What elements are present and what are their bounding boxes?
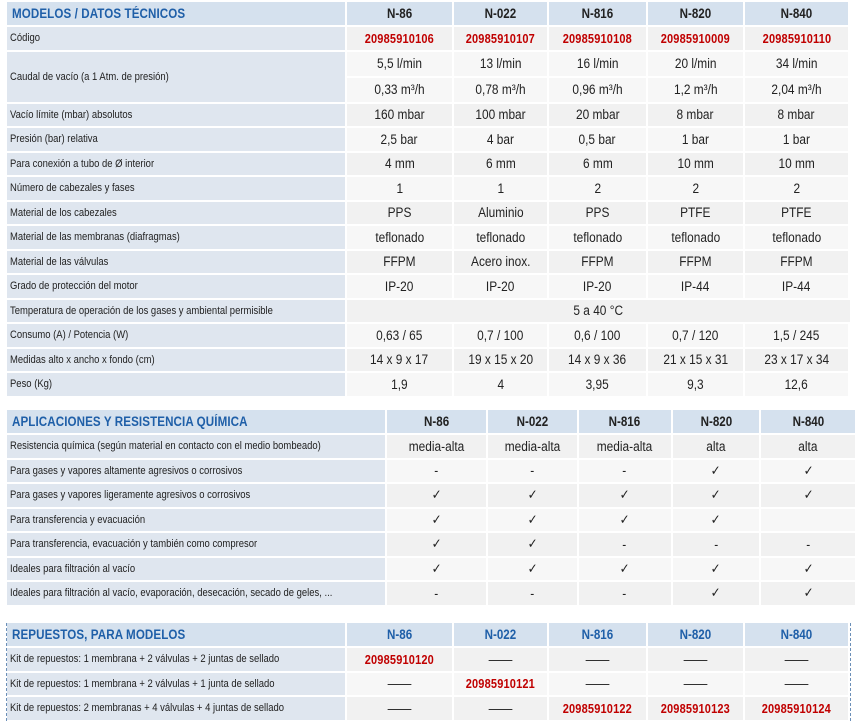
table-row: [7, 648, 850, 673]
row-label-para-transferencia-evacuacion-y-tambien-: Para transferencia, evacuación y también como compresor: [7, 533, 387, 558]
cell-n-86: PPS: [347, 202, 454, 227]
applications-table: [7, 410, 857, 607]
cell-n-840: FFPM: [745, 251, 850, 276]
model-header-n816: N-816: [579, 410, 673, 435]
cell-n-022: teflonado: [454, 226, 549, 251]
cell-n-820: ✓: [673, 558, 762, 583]
cell-n-820: ——: [648, 648, 745, 673]
cell-n-86: 0,63 / 65: [347, 324, 454, 349]
cell-n-816: media-alta: [579, 435, 673, 460]
row-label-material-de-las-valvulas: Material de las válvulas: [7, 251, 347, 276]
model-header-n022: N-022: [488, 410, 579, 435]
cell-n-840: 8 mbar: [745, 104, 850, 129]
cell-n-86: ✓: [387, 558, 488, 583]
model-header-n840: N-840: [745, 2, 850, 27]
cell-n-820: 1 bar: [648, 128, 745, 153]
cell-n-840: 12,6: [745, 373, 850, 398]
cell-n-022: 1: [454, 177, 549, 202]
cell-n-86: 160 mbar: [347, 104, 454, 129]
table-row: [7, 484, 857, 509]
row-label-para-gases-y-vapores-ligeramente-agresiv: Para gases y vapores ligeramente agresivos o corrosivos: [7, 484, 387, 509]
row-label-material-de-los-cabezales: Material de los cabezales: [7, 202, 347, 227]
cell-n-820: 8 mbar: [648, 104, 745, 129]
row-label-medidas-alto-x-ancho-x-fondo-cm: Medidas alto x ancho x fondo (cm): [7, 349, 347, 374]
applications-header: [7, 410, 857, 435]
cell-n-840: 2: [745, 177, 850, 202]
row-label-para-gases-y-vapores-altamente-agresivos: Para gases y vapores altamente agresivos o corrosivos: [7, 460, 387, 485]
cell-n-022: [454, 300, 549, 325]
table-row: [7, 349, 850, 374]
cell-n-022: 4: [454, 373, 549, 398]
table-row: [7, 582, 857, 607]
cell-n-816: PPS: [549, 202, 648, 227]
cell-n-86: IP-20: [347, 275, 454, 300]
cell-n-022: 20985910107: [454, 27, 549, 52]
cell-n-840: 10 mm: [745, 153, 850, 178]
cell-n-840: 20985910124: [745, 697, 850, 722]
cell-n-820: ——: [648, 673, 745, 698]
technical-data-header: [7, 2, 850, 27]
cell-n-816: ✓: [579, 484, 673, 509]
cell-n-816: ✓: [579, 509, 673, 534]
model-header-n840: N-840: [761, 410, 857, 435]
cell-n-820: 20985910123: [648, 697, 745, 722]
table-row: [7, 509, 857, 534]
row-label-kit-de-repuestos-2-membranas-4-valvulas-: Kit de repuestos: 2 membranas + 4 válvulas + 4 juntas de sellado: [7, 697, 347, 722]
cell-n-86: -: [387, 460, 488, 485]
table-row: [7, 104, 850, 129]
cell-n-816: 6 mm: [549, 153, 648, 178]
technical-data-table: [7, 2, 850, 398]
model-header-n86: N-86: [347, 2, 454, 27]
cell-n-820: teflonado: [648, 226, 745, 251]
cell-n-022: IP-20: [454, 275, 549, 300]
cell-n-820: 20985910009: [648, 27, 745, 52]
cell-n-840: 34 l/min 2,04 m³/h: [745, 52, 850, 104]
cell-n-820: ✓: [673, 582, 762, 607]
model-header-n820: N-820: [648, 2, 745, 27]
model-header-n840: N-840: [745, 623, 850, 648]
cell-n-840: IP-44: [745, 275, 850, 300]
row-label-temperatura-de-operacion-de-los-gases-y-: Temperatura de operación de los gases y ambiental permisible: [7, 300, 347, 325]
cell-n-86: media-alta: [387, 435, 488, 460]
cell-n-86: 4 mm: [347, 153, 454, 178]
row-label-material-de-las-membranas-diafragmas: Material de las membranas (diafragmas): [7, 226, 347, 251]
table-row: [7, 373, 850, 398]
cell-n-840: 23 x 17 x 34: [745, 349, 850, 374]
cell-n-022: ——: [454, 697, 549, 722]
table-row: [7, 324, 850, 349]
table-row: [7, 251, 850, 276]
cell-n-86: 20985910120: [347, 648, 454, 673]
table-row: [7, 226, 850, 251]
cell-n-840: alta: [761, 435, 857, 460]
cell-n-816: ——: [549, 648, 648, 673]
table-row: [7, 435, 857, 460]
table-row: [7, 153, 850, 178]
cell-n-820: alta: [673, 435, 762, 460]
cell-n-816: 0,6 / 100: [549, 324, 648, 349]
model-header-n816: N-816: [549, 623, 648, 648]
cell-n-86: 20985910106: [347, 27, 454, 52]
cell-n-022: 0,7 / 100: [454, 324, 549, 349]
cell-n-86: ——: [347, 673, 454, 698]
row-label-ideales-para-filtracion-al-vacio-evapora: Ideales para filtración al vacío, evaporación, desecación, secado de geles, ...: [7, 582, 387, 607]
row-label-kit-de-repuestos-1-membrana-2-valvulas-1: Kit de repuestos: 1 membrana + 2 válvulas + 1 junta de sellado: [7, 673, 347, 698]
row-label-caudal-de-vacio-a-1-atm-de-presion: Caudal de vacío (a 1 Atm. de presión): [7, 52, 347, 104]
cell-n-840: ——: [745, 648, 850, 673]
table-row: [7, 177, 850, 202]
row-label-numero-de-cabezales-y-fases: Número de cabezales y fases: [7, 177, 347, 202]
model-header-n022: N-022: [454, 2, 549, 27]
row-label-para-conexion-a-tubo-de-interior: Para conexión a tubo de Ø interior: [7, 153, 347, 178]
row-label-codigo: Código: [7, 27, 347, 52]
table-row: [7, 460, 857, 485]
cell-n-86: 1,9: [347, 373, 454, 398]
cell-n-816: teflonado: [549, 226, 648, 251]
cell-n-816: -: [579, 460, 673, 485]
cell-n-86: 14 x 9 x 17: [347, 349, 454, 374]
cell-n-820: ✓: [673, 484, 762, 509]
row-label-consumo-a-potencia-w: Consumo (A) / Potencia (W): [7, 324, 347, 349]
cell-n-816: 20985910108: [549, 27, 648, 52]
cell-n-816: -: [579, 582, 673, 607]
model-header-n86: N-86: [387, 410, 488, 435]
cell-n-86: 2,5 bar: [347, 128, 454, 153]
model-header-n820: N-820: [648, 623, 745, 648]
table-row: [7, 128, 850, 153]
cell-n-840: teflonado: [745, 226, 850, 251]
cell-n-86: ✓: [387, 533, 488, 558]
cell-n-820: -: [673, 533, 762, 558]
spare-parts-table: [7, 623, 850, 722]
table-row: [7, 558, 857, 583]
cell-n-840: ✓: [761, 582, 857, 607]
cell-n-022: ✓: [488, 558, 579, 583]
cell-n-86: ——: [347, 697, 454, 722]
cell-n-022: 20985910121: [454, 673, 549, 698]
cell-n-022: -: [488, 460, 579, 485]
cell-n-840: ✓: [761, 460, 857, 485]
cell-n-022: ✓: [488, 484, 579, 509]
row-label-grado-de-proteccion-del-motor: Grado de protección del motor: [7, 275, 347, 300]
spare-parts-header: [7, 623, 850, 648]
model-header-n820: N-820: [673, 410, 762, 435]
table-row: [7, 673, 850, 698]
cell-n-840: [745, 300, 850, 325]
cell-n-022: ✓: [488, 509, 579, 534]
row-label-para-transferencia-y-evacuacion: Para transferencia y evacuación: [7, 509, 387, 534]
row-label-kit-de-repuestos-1-membrana-2-valvulas-2: Kit de repuestos: 1 membrana + 2 válvulas + 2 juntas de sellado: [7, 648, 347, 673]
row-label-peso-kg: Peso (Kg): [7, 373, 347, 398]
cell-n-022: Acero inox.: [454, 251, 549, 276]
cell-n-820: PTFE: [648, 202, 745, 227]
row-label-ideales-para-filtracion-al-vacio: Ideales para filtración al vacío: [7, 558, 387, 583]
table-row: [7, 202, 850, 227]
cell-n-022: 13 l/min 0,78 m³/h: [454, 52, 549, 104]
cell-n-816: 5 a 40 °C: [549, 300, 648, 325]
cell-n-816: ——: [549, 673, 648, 698]
row-label-resistencia-quimica-segun-material-en-co: Resistencia química (según material en contacto con el medio bombeado): [7, 435, 387, 460]
cell-n-820: 21 x 15 x 31: [648, 349, 745, 374]
model-header-n816: N-816: [549, 2, 648, 27]
cell-n-820: 10 mm: [648, 153, 745, 178]
cell-n-022: 19 x 15 x 20: [454, 349, 549, 374]
cell-n-022: ✓: [488, 533, 579, 558]
cell-n-840: 1 bar: [745, 128, 850, 153]
cell-n-820: 2: [648, 177, 745, 202]
section-title-technical-data: MODELOS / DATOS TÉCNICOS: [7, 2, 347, 27]
table-row: [7, 275, 850, 300]
cell-n-820: 20 l/min 1,2 m³/h: [648, 52, 745, 104]
cell-n-816: 0,5 bar: [549, 128, 648, 153]
cell-n-820: 9,3: [648, 373, 745, 398]
cell-n-022: Aluminio: [454, 202, 549, 227]
cell-n-840: [761, 509, 857, 534]
cell-n-840: 1,5 / 245: [745, 324, 850, 349]
cell-n-816: -: [579, 533, 673, 558]
cell-n-820: [648, 300, 745, 325]
cell-n-816: 20985910122: [549, 697, 648, 722]
cell-n-86: 1: [347, 177, 454, 202]
cell-n-86: 5,5 l/min 0,33 m³/h: [347, 52, 454, 104]
cell-n-840: PTFE: [745, 202, 850, 227]
cell-n-86: ✓: [387, 509, 488, 534]
cell-n-816: 2: [549, 177, 648, 202]
cell-n-840: ✓: [761, 558, 857, 583]
model-header-n022: N-022: [454, 623, 549, 648]
cell-n-022: media-alta: [488, 435, 579, 460]
cell-n-820: 0,7 / 120: [648, 324, 745, 349]
cell-n-022: -: [488, 582, 579, 607]
table-row: [7, 300, 850, 325]
cell-n-816: FFPM: [549, 251, 648, 276]
row-label-presion-bar-relativa: Presión (bar) relativa: [7, 128, 347, 153]
table-row: [7, 52, 850, 104]
table-row: [7, 533, 857, 558]
table-row: [7, 697, 850, 722]
row-label-vacio-limite-mbar-absolutos: Vacío límite (mbar) absolutos: [7, 104, 347, 129]
cell-n-022: 100 mbar: [454, 104, 549, 129]
cell-n-816: 14 x 9 x 36: [549, 349, 648, 374]
cell-n-816: 20 mbar: [549, 104, 648, 129]
cell-n-816: 3,95: [549, 373, 648, 398]
cell-n-840: -: [761, 533, 857, 558]
section-title-spare-parts: REPUESTOS, PARA MODELOS: [7, 623, 347, 648]
cell-n-022: ——: [454, 648, 549, 673]
cell-n-86: -: [387, 582, 488, 607]
cell-n-820: IP-44: [648, 275, 745, 300]
cell-n-86: teflonado: [347, 226, 454, 251]
model-header-n86: N-86: [347, 623, 454, 648]
cell-n-816: IP-20: [549, 275, 648, 300]
cell-n-840: ✓: [761, 484, 857, 509]
table-row: [7, 27, 850, 52]
cell-n-840: ——: [745, 673, 850, 698]
cell-n-820: ✓: [673, 509, 762, 534]
cell-n-820: FFPM: [648, 251, 745, 276]
cell-n-022: 4 bar: [454, 128, 549, 153]
cell-n-86: [347, 300, 454, 325]
cell-n-86: FFPM: [347, 251, 454, 276]
cell-n-840: 20985910110: [745, 27, 850, 52]
cell-n-816: 16 l/min 0,96 m³/h: [549, 52, 648, 104]
cell-n-86: ✓: [387, 484, 488, 509]
cell-n-022: 6 mm: [454, 153, 549, 178]
cell-n-816: ✓: [579, 558, 673, 583]
cell-n-820: ✓: [673, 460, 762, 485]
section-title-applications: APLICACIONES Y RESISTENCIA QUÍMICA: [7, 410, 387, 435]
